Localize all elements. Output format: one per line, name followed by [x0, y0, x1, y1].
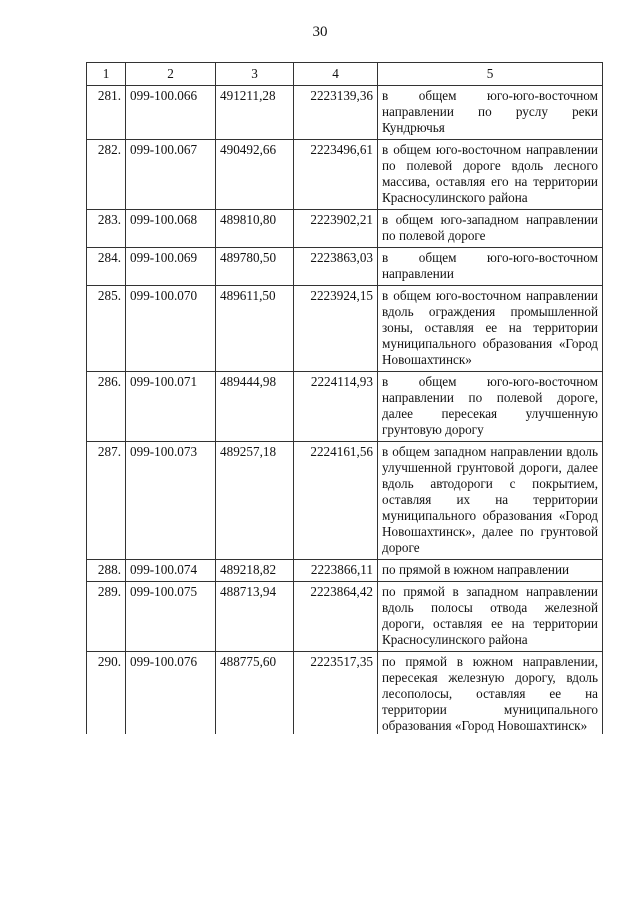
point-code: 099-100.076: [126, 652, 216, 735]
coordinate-y: 2223517,35: [294, 652, 378, 735]
coordinate-y: 2224161,56: [294, 442, 378, 560]
row-number: 285.: [87, 286, 126, 372]
table-row: [87, 442, 603, 560]
coordinate-x: 490492,66: [216, 140, 294, 210]
point-code: 099-100.071: [126, 372, 216, 442]
coordinate-y: 2223864,42: [294, 582, 378, 652]
boundary-description: по прямой в южном направлении, пересекая железную дорогу, вдоль лесополосы, оставляя ее на территории муниципального образования «Город Новошахтинск»: [378, 652, 603, 735]
row-number: 290.: [87, 652, 126, 735]
coordinate-y: 2223496,61: [294, 140, 378, 210]
point-code: 099-100.066: [126, 86, 216, 140]
column-header-number: 1: [87, 63, 126, 86]
coordinate-x: 491211,28: [216, 86, 294, 140]
boundary-description: в общем юго-юго-восточном направлении по полевой дороге, далее пересекая улучшенную грунтовую дорогу: [378, 372, 603, 442]
row-number: 284.: [87, 248, 126, 286]
column-header-code: 2: [126, 63, 216, 86]
coordinate-y: 2223902,21: [294, 210, 378, 248]
coordinate-y: 2223139,36: [294, 86, 378, 140]
coordinate-x: 489611,50: [216, 286, 294, 372]
row-number: 288.: [87, 560, 126, 582]
boundary-description: в общем юго-западном направлении по полевой дороге: [378, 210, 603, 248]
coordinate-x: 489218,82: [216, 560, 294, 582]
column-header-description: 5: [378, 63, 603, 86]
boundary-description: в общем юго-юго-восточном направлении: [378, 248, 603, 286]
point-code: 099-100.068: [126, 210, 216, 248]
page-number: 30: [312, 24, 328, 40]
column-header-x: 3: [216, 63, 294, 86]
row-number: 281.: [87, 86, 126, 140]
table-row: [87, 248, 603, 286]
point-code: 099-100.073: [126, 442, 216, 560]
table-row: [87, 210, 603, 248]
row-number: 287.: [87, 442, 126, 560]
table-row: [87, 86, 603, 140]
table-row: [87, 652, 603, 735]
row-number: 283.: [87, 210, 126, 248]
boundary-description: в общем юго-юго-восточном направлении по руслу реки Кундрючья: [378, 86, 603, 140]
coordinate-y: 2223924,15: [294, 286, 378, 372]
table-row: [87, 140, 603, 210]
coordinate-x: 489810,80: [216, 210, 294, 248]
point-code: 099-100.069: [126, 248, 216, 286]
coordinate-x: 489444,98: [216, 372, 294, 442]
table-row: [87, 286, 603, 372]
boundary-description: по прямой в западном направлении вдоль полосы отвода железной дороги, оставляя ее на территории Красносулинского района: [378, 582, 603, 652]
point-code: 099-100.074: [126, 560, 216, 582]
coordinate-y: 2224114,93: [294, 372, 378, 442]
coordinate-y: 2223866,11: [294, 560, 378, 582]
coordinate-x: 489257,18: [216, 442, 294, 560]
coordinate-x: 489780,50: [216, 248, 294, 286]
coordinate-x: 488713,94: [216, 582, 294, 652]
boundary-description: в общем западном направлении вдоль улучшенной грунтовой дороги, далее вдоль автодороги с покрытием, оставляя их на территории муниципального образования «Город Новошахтинск», далее по грунтовой дороге: [378, 442, 603, 560]
table-header-row: [87, 63, 603, 86]
point-code: 099-100.067: [126, 140, 216, 210]
row-number: 289.: [87, 582, 126, 652]
boundary-description: в общем юго-восточном направлении вдоль ограждения промышленной зоны, оставляя ее на территории муниципального образования «Город Новошахтинск»: [378, 286, 603, 372]
boundary-points-table: [86, 62, 603, 734]
table-row: [87, 560, 603, 582]
point-code: 099-100.075: [126, 582, 216, 652]
boundary-description: по прямой в южном направлении: [378, 560, 603, 582]
row-number: 282.: [87, 140, 126, 210]
column-header-y: 4: [294, 63, 378, 86]
row-number: 286.: [87, 372, 126, 442]
coordinate-x: 488775,60: [216, 652, 294, 735]
coordinate-y: 2223863,03: [294, 248, 378, 286]
point-code: 099-100.070: [126, 286, 216, 372]
boundary-description: в общем юго-восточном направлении по полевой дороге вдоль лесного массива, оставляя его на территории Красносулинского района: [378, 140, 603, 210]
table-row: [87, 372, 603, 442]
table-row: [87, 582, 603, 652]
